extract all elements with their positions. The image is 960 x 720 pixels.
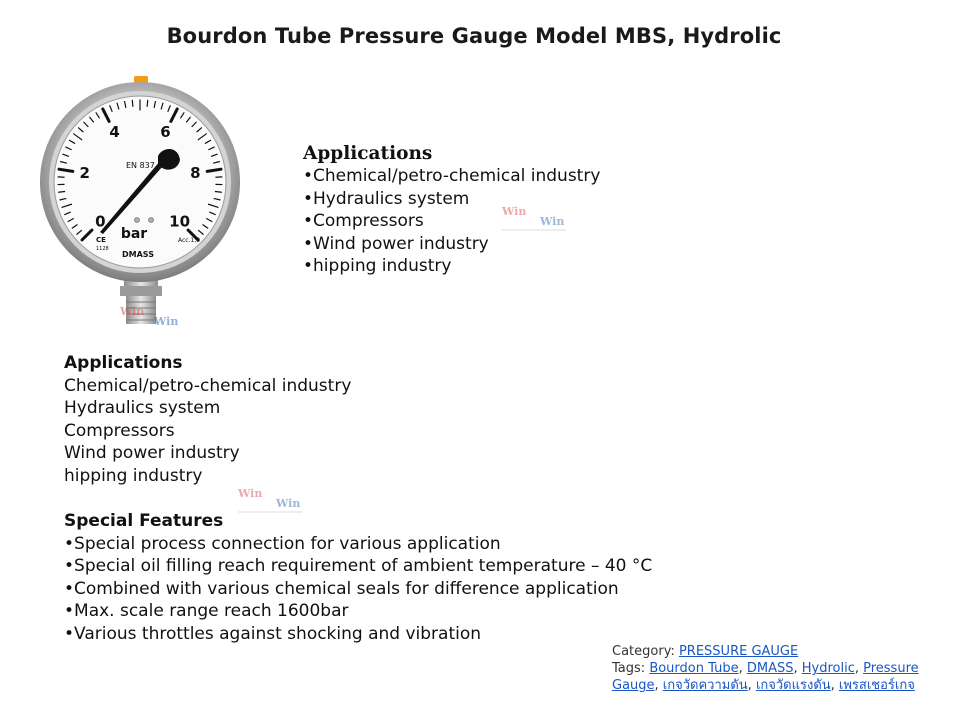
list-item: Chemical/petro-chemical industry [64,375,352,396]
tags-label: Tags: [612,661,646,676]
svg-text:Win: Win [276,497,301,510]
scale-tick [59,192,65,193]
list-item: Compressors [64,420,175,441]
tag-link[interactable]: เกจวัดความดัน [662,678,748,693]
tag-link[interactable]: Pressure Gauge [612,661,919,693]
scale-label-2: 2 [79,164,90,183]
list-item: •Wind power industry [303,233,489,254]
category-label: Category: [612,644,675,659]
brand-label: DMASS [122,250,154,259]
list-item: Hydraulics system [64,398,221,418]
ce-mark: CE [96,236,106,244]
list-item: hipping industry [64,465,203,486]
applications-heading: Applications [64,353,183,373]
tag-link[interactable]: เพรสเชอร์เกจ [838,678,915,693]
post-meta: Category: PRESSURE GAUGE Tags: Bourdon Tube, DMASS, Hydrolic, Pressure Gauge, เกจวัดความดัน, เกจวัดแรงดัน, เพรสเชอร์เกจ [612,644,919,693]
svg-text:Win: Win [540,215,565,228]
applications-section-left [64,352,351,487]
tag-link[interactable]: Hydrolic [801,661,855,676]
list-item: •Chemical/petro-chemical industry [303,166,601,186]
tag-link[interactable]: Bourdon Tube [649,661,739,676]
page-title: Bourdon Tube Pressure Gauge Model MBS, Hydrolic [166,24,782,48]
svg-text:Win: Win [120,305,145,318]
standard-label: EN 837 [126,161,155,170]
list-item: •hipping industry [303,256,452,276]
ce-number: 1128 [96,246,109,252]
scale-label-6: 6 [160,123,171,142]
list-item: •Special process connection for various application [64,533,501,554]
svg-text:Win: Win [154,315,179,328]
scale-tick [215,192,221,193]
list-item: •Various throttles against shocking and vibration [64,623,482,644]
list-item: •Special oil filling reach requirement of ambient temperature – 40 °C [64,556,653,576]
scale-tick [147,100,148,106]
unit-label: bar [120,226,148,242]
pressure-gauge-image [30,72,250,337]
tag-link[interactable]: DMASS [746,661,794,676]
applications-heading: Applications [303,143,433,164]
scale-label-0: 0 [95,212,106,231]
applications-section-top [303,142,600,278]
category-link[interactable]: PRESSURE GAUGE [678,644,799,659]
scale-label-4: 4 [109,123,120,142]
list-item: •Hydraulics system [303,188,470,209]
special-features-heading: Special Features [64,511,224,531]
scale-label-8: 8 [190,164,201,183]
svg-text:Win: Win [502,205,527,218]
scale-label-10: 10 [169,212,191,231]
list-item: •Compressors [303,211,424,231]
list-item: Wind power industry [64,443,240,463]
svg-text:Win: Win [238,487,263,500]
scale-tick [132,100,133,106]
list-item: •Combined with various chemical seals for difference application [64,578,619,599]
special-features-section [64,510,652,645]
list-item: •Max. scale range reach 1600bar [64,601,349,621]
accuracy-label: Acc.1,0 [178,237,201,244]
tag-link[interactable]: เกจวัดแรงดัน [755,678,831,693]
